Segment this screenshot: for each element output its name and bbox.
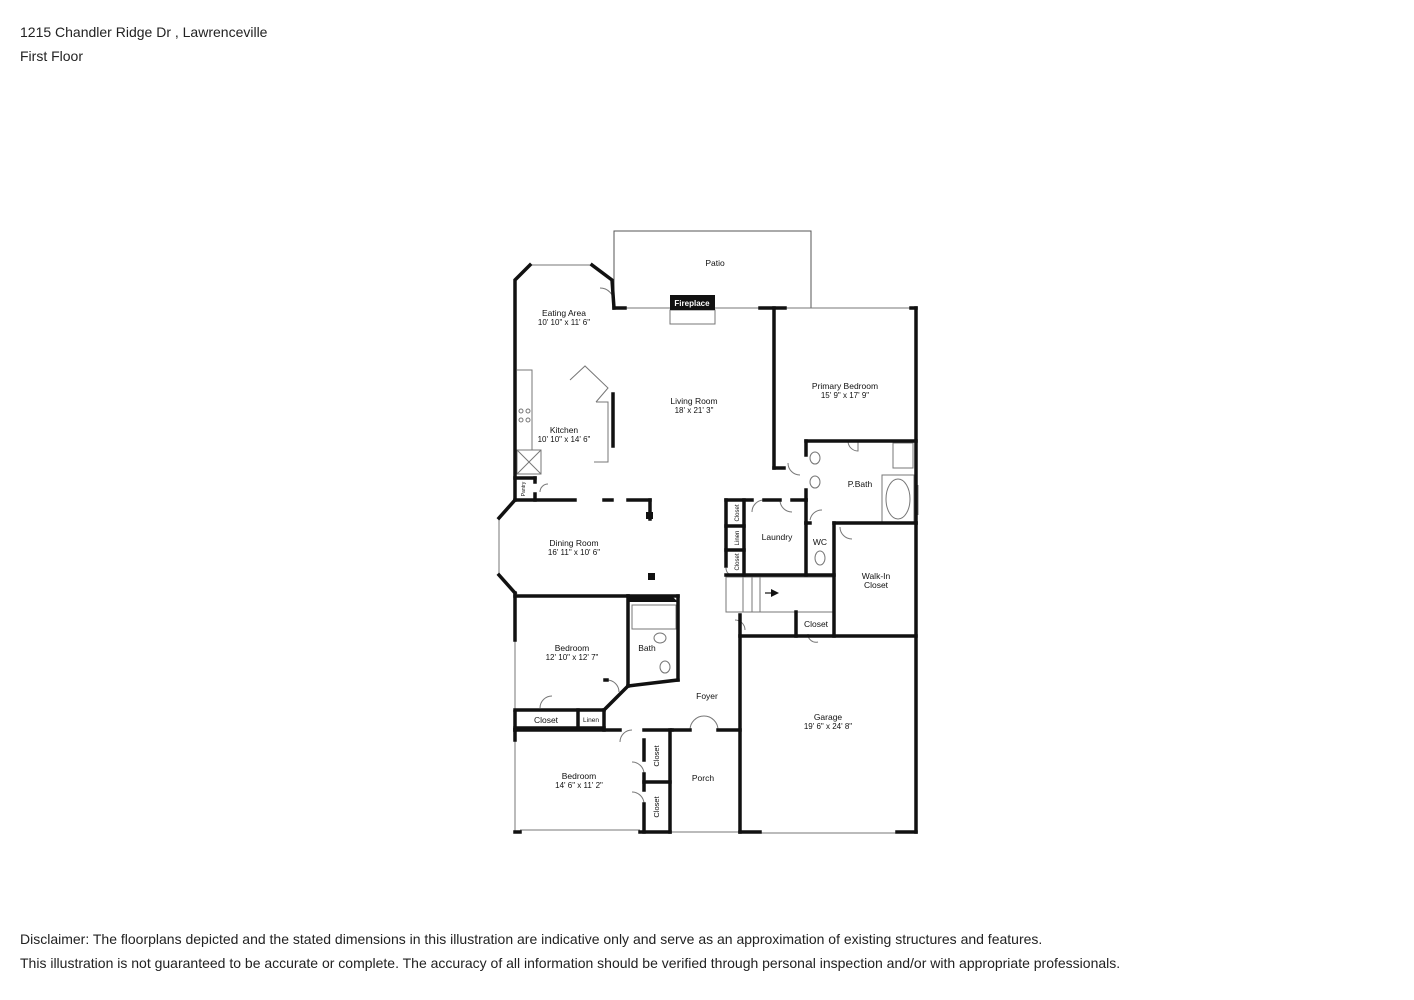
bedroom-1-closet-label: Closet — [533, 715, 559, 725]
disclaimer-line-2: This illustration is not guaranteed to be accurate or complete. The accuracy of all information should be verified through personal inspection and/or with appropriate professionals. — [20, 955, 1121, 971]
laundry-closet-bottom-label: Closet — [735, 553, 741, 571]
living-room-dims: 18' x 21' 3" — [674, 406, 714, 415]
garage-dims: 19' 6" x 24' 8" — [803, 722, 853, 731]
bedroom-2-dims: 14' 6" x 11' 2" — [555, 781, 603, 790]
column — [648, 573, 655, 580]
primary-bedroom-label: Primary Bedroom — [811, 381, 879, 391]
eating-area-label: Eating Area — [542, 308, 586, 318]
primary-bedroom-dims: 15' 9" x 17' 9" — [820, 391, 870, 400]
living-room-label: Living Room — [670, 396, 718, 406]
bedroom-2-closet-bottom-label: Closet — [652, 796, 661, 818]
walk-in-closet-label: Walk-In — [861, 571, 891, 581]
foyer-label: Foyer — [696, 691, 718, 701]
laundry-closet-top-label: Closet — [735, 504, 741, 522]
column — [646, 512, 653, 519]
dining-room-dims: 16' 11" x 10' 6" — [547, 548, 601, 557]
bedroom-1-label: Bedroom — [554, 643, 590, 653]
disclaimer-line-1: Disclaimer: The floorplans depicted and the stated dimensions in this illustration are indicative only and serve as an approximation of existing structures and features. — [20, 931, 1043, 947]
laundry-linen-label: Linen — [735, 530, 741, 546]
patio-label: Patio — [705, 258, 725, 268]
floor-title: First Floor — [20, 48, 83, 64]
walk-in-closet-label-2: Closet — [863, 580, 889, 590]
garage-label: Garage — [813, 712, 843, 722]
bedroom-2-label: Bedroom — [561, 771, 597, 781]
laundry-label: Laundry — [761, 532, 793, 542]
p-bath-label: P.Bath — [847, 479, 873, 489]
stair-closet-label: Closet — [803, 619, 829, 629]
eating-area-dims: 10' 10" x 11' 6" — [537, 318, 591, 327]
bedroom-1-dims: 12' 10" x 12' 7" — [545, 653, 599, 662]
kitchen-label: Kitchen — [549, 425, 579, 435]
porch-label: Porch — [691, 773, 715, 783]
wc-label: WC — [812, 537, 828, 547]
address-title: 1215 Chandler Ridge Dr , Lawrenceville — [20, 24, 268, 40]
bath-wall-cap — [628, 596, 678, 602]
pantry-label: Pantry — [521, 481, 527, 497]
hall-linen-label: Linen — [583, 717, 599, 724]
bedroom-2-closet-top-label: Closet — [652, 745, 661, 767]
fireplace-label: Fireplace — [674, 299, 710, 308]
dining-room-label: Dining Room — [549, 538, 599, 548]
bath-label: Bath — [638, 643, 656, 653]
kitchen-dims: 10' 10" x 14' 6" — [537, 435, 591, 444]
